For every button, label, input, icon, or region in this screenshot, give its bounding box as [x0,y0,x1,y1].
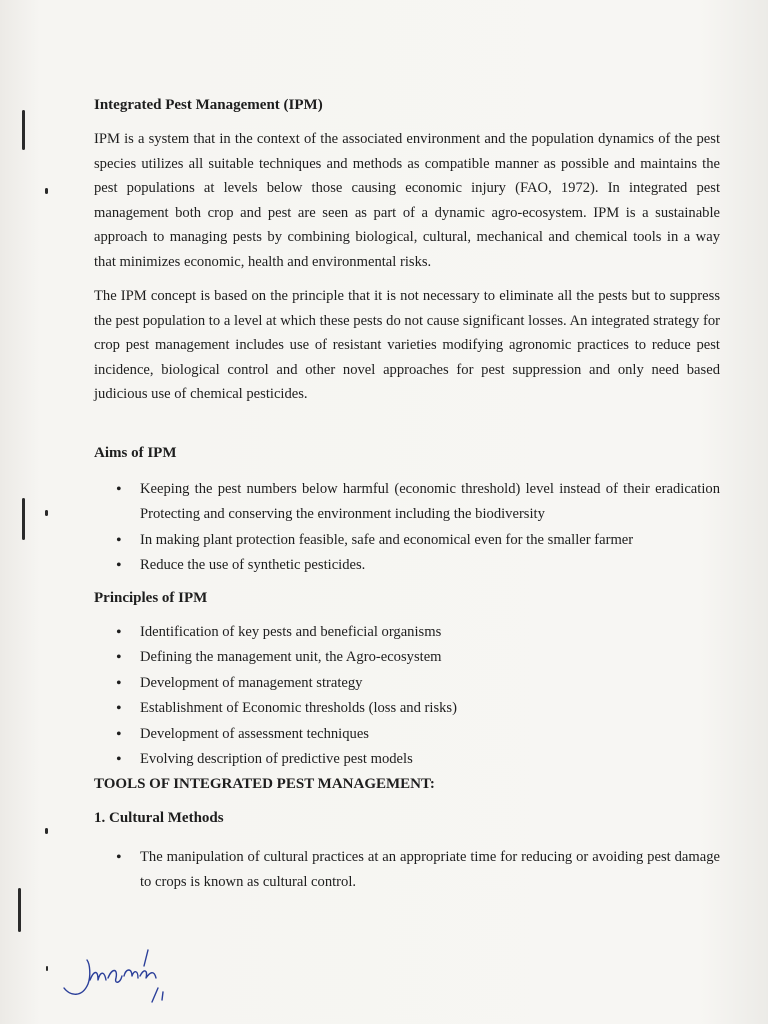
list-item: • The manipulation of cultural practices at an appropriate time for reducing or avoiding pest damage to crops is known as cultural control. [94,845,720,896]
cultural-list [94,845,720,896]
aims-list [94,477,720,579]
list-item: • Development of assessment techniques [94,722,720,748]
aims-heading: Aims of IPM [94,444,177,461]
list-item: • In making plant protection feasible, safe and economical even for the smaller farmer [94,528,720,554]
binder-mark [22,498,25,540]
list-item: • Evolving description of predictive pest models [94,747,720,773]
principles-heading: Principles of IPM [94,589,208,606]
document-body [94,97,720,896]
margin-dot [45,188,48,194]
list-item: • Identification of key pests and beneficial organisms [94,620,720,646]
margin-dot [46,966,48,971]
list-item: • Reduce the use of synthetic pesticides. [94,553,720,579]
list-item: • Establishment of Economic thresholds (loss and risks) [94,696,720,722]
margin-dot [45,828,48,834]
concept-paragraph: The IPM concept is based on the principle that it is not necessary to eliminate all the pests but to suppress the pest population to a level at which these pests do not cause significant losses. An integrated strategy for crop pest management includes use of resistant varieties modifying agronomic practices to reduce pest incidence, biological control and other novel approaches for pest suppression and only need based judicious use of chemical pesticides. [94,288,720,402]
principles-list [94,620,720,773]
list-item: • Development of management strategy [94,671,720,697]
list-item: • Defining the management unit, the Agro-ecosystem [94,645,720,671]
document-title: Integrated Pest Management (IPM) [94,97,323,113]
handwritten-signature [60,940,180,1010]
binder-mark [18,888,21,932]
intro-paragraph: IPM is a system that in the context of the associated environment and the population dynamics of the pest species utilizes all suitable techniques and methods as compatible manner as possible and maintains the pest populations at levels below those causing economic injury (FAO, 1972). In integrated pest management both crop and pest are seen as part of a dynamic agro-ecosystem. IPM is a sustainable approach to managing pests by combining biological, cultural, mechanical and chemical tools in a way that minimizes economic, health and environmental risks. [94,131,720,270]
list-item: • Keeping the pest numbers below harmful (economic threshold) level instead of their eradication Protecting and conserving the environment including the biodiversity [94,477,720,528]
cultural-methods-heading: 1. Cultural Methods [94,809,224,826]
tools-heading: TOOLS OF INTEGRATED PEST MANAGEMENT: [94,775,435,792]
binder-mark [22,110,25,150]
margin-dot [45,510,48,516]
